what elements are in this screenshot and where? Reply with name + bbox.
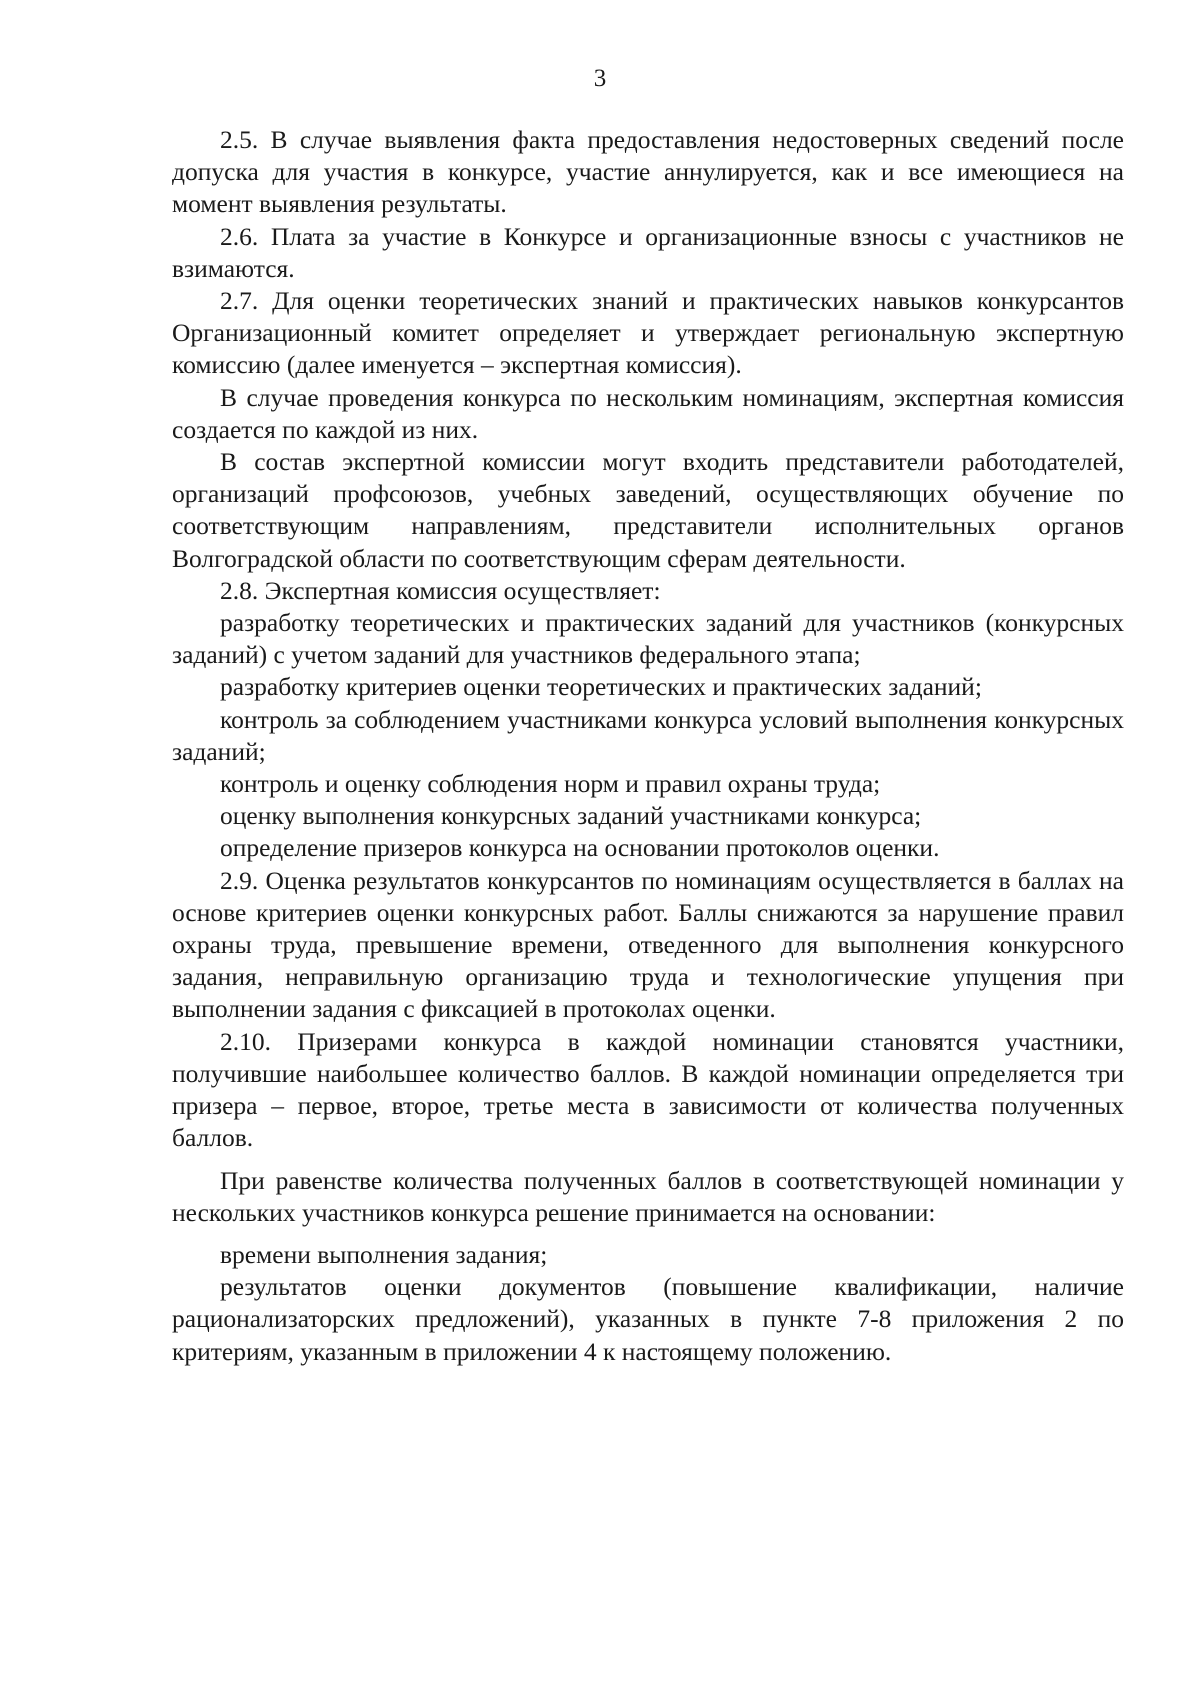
paragraph-tie-rule: При равенстве количества полученных баллов в соответствующей номинации у нескольких участников конкурса решение принимается на основании: — [172, 1165, 1124, 1227]
paragraph-commission-composition: В состав экспертной комиссии могут входить представители работодателей, организаций профсоюзов, учебных заведений, осуществляющих обучение по соответствующим направлениям, представители исполнительных органов Волгоградской области по соответствующим сферам деятельности. — [172, 447, 1124, 573]
paragraph-2-10: 2.10. Призерами конкурса в каждой номинации становятся участники, получившие наибольшее количество баллов. В каждой номинации определяется три призера – первое, второе, третье места в зависимости от количества полученных баллов. — [172, 1026, 1124, 1153]
paragraph-commission-per-nomination: В случае проведения конкурса по нескольким номинациям, экспертная комиссия создается по каждой из них. — [172, 382, 1124, 444]
list-item-criteria-development: разработку критериев оценки теоретических и практических заданий; — [220, 672, 982, 702]
document-body — [172, 124, 1124, 1368]
list-item-completion-time: времени выполнения задания; — [220, 1239, 548, 1269]
list-item-conditions-control: контроль за соблюдением участниками конкурса условий выполнения конкурсных заданий; — [172, 704, 1124, 766]
page-number: 3 — [593, 65, 607, 92]
paragraph-2-8: 2.8. Экспертная комиссия осуществляет: — [220, 575, 661, 605]
list-item-document-evaluation: результатов оценки документов (повышение квалификации, наличие рационализаторских предложений), указанных в пункте 7-8 приложения 2 по критериям, указанным в приложении 4 к настоящему положению. — [172, 1272, 1124, 1366]
paragraph-2-5: 2.5. В случае выявления факта предоставления недостоверных сведений после допуска для участия в конкурсе, участие аннулируется, как и все имеющиеся на момент выявления результаты. — [172, 125, 1124, 219]
list-item-task-development: разработку теоретических и практических заданий для участников (конкурсных заданий) с учетом заданий для участников федерального этапа; — [172, 608, 1124, 670]
paragraph-2-9: 2.9. Оценка результатов конкурсантов по номинациям осуществляется в баллах на основе критериев оценки конкурсных работ. Баллы снижаются за нарушение правил охраны труда, превышение времени, отведенного для выполнения конкурсного задания, неправильную организацию труда и технологические упущения при выполнении задания с фиксацией в протоколах оценки. — [172, 865, 1124, 1024]
list-item-safety-control: контроль и оценку соблюдения норм и правил охраны труда; — [220, 769, 881, 799]
paragraph-2-6: 2.6. Плата за участие в Конкурсе и организационные взносы с участников не взимаются. — [172, 221, 1124, 283]
paragraph-2-7: 2.7. Для оценки теоретических знаний и практических навыков конкурсантов Организационный комитет определяет и утверждает региональную экспертную комиссию (далее именуется – экспертная комиссия). — [172, 286, 1124, 380]
list-item-winners-determination: определение призеров конкурса на основании протоколов оценки. — [220, 833, 940, 863]
list-item-task-evaluation: оценку выполнения конкурсных заданий участниками конкурса; — [220, 801, 922, 831]
